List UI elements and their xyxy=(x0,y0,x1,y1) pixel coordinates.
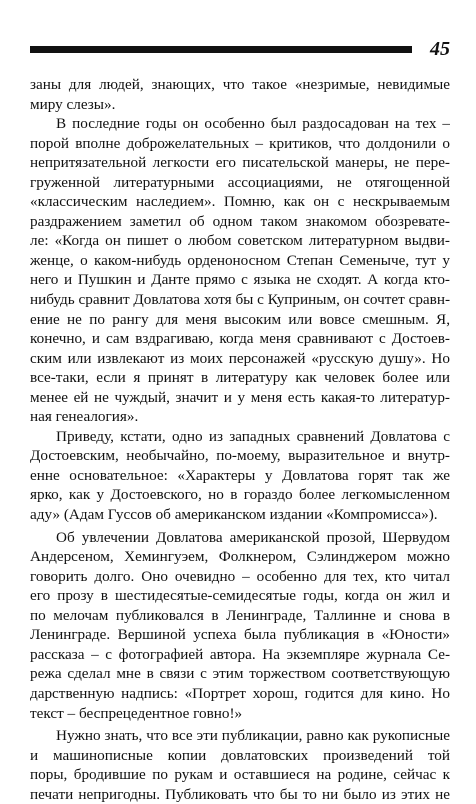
page-body-text xyxy=(30,75,450,804)
text-line: енне основательное: «Характеры у Довлатова горят так же xyxy=(30,466,450,484)
text-line: говорить долго. Оно очевидно – особенно для тех, кто читал xyxy=(30,567,450,585)
text-line: груженной литературными ассоциациями, не отягощенной xyxy=(30,173,450,191)
text-line: аду» (Адам Гуссов об американском издании «Компромисса»). xyxy=(30,506,438,524)
text-line: раздражением заметил об одном таком знакомом обозревате- xyxy=(30,212,450,230)
text-line: конечно, и сам вздрагиваю, когда меня сравнивают с Достоев- xyxy=(30,330,450,348)
text-line: Нужно знать, что все эти публикации, равно как рукописные xyxy=(56,727,450,745)
text-line: него и Пушкин и Данте прямо с языка не сходят. А когда кто- xyxy=(30,271,450,289)
text-line: Приведу, кстати, одно из западных сравнений Довлатова с xyxy=(56,427,450,445)
text-line: и машинописные копии довлатовских произведений той xyxy=(30,746,450,764)
text-line: миру слезы». xyxy=(30,95,116,113)
text-line: ле: «Когда он пишет о любом советском литературном выдви- xyxy=(30,232,450,250)
text-line: порой вполне доброжелательных – критиков, что долдонили о xyxy=(30,134,450,152)
text-line: «классическим наследием». Помню, как он с нескрываемым xyxy=(30,193,450,211)
text-line: дарственную надпись: «Портрет хорош, годится для кино. Но xyxy=(30,684,450,702)
text-line: поры, бродившие по рукам и оставшиеся на родине, сейчас к xyxy=(30,766,450,784)
text-line: режа сделал мне в связи с этим торжеством соответствующую xyxy=(30,665,450,683)
text-line: ение не по рангу для меня высоким или вовсе смешным. Я, xyxy=(30,310,450,328)
text-line: Ленинграде. Вершиной успеха была публикация в «Юности» xyxy=(30,626,450,644)
text-line: Об увлечении Довлатова американской прозой, Шервудом xyxy=(56,528,450,546)
text-line: его прозу в шестидесятые-семидесятые годы, когда он жил и xyxy=(30,587,450,605)
text-line: текст – беспрецедентное говно!» xyxy=(30,704,243,722)
text-line: Достоевским, необычайно, по-моему, выразительное и внутр- xyxy=(30,447,450,465)
text-line: менее ей не чуждый, значит и у меня есть какая-то литератур- xyxy=(30,388,450,406)
text-line: ским или извлекают из моих персонажей «русскую душу». Но xyxy=(30,349,450,367)
text-line: Андерсеном, Хемингуэем, Фолкнером, Сэлинджером можно xyxy=(30,548,450,566)
page-header xyxy=(30,36,450,64)
text-line: заны для людей, знающих, что такое «незримые, невидимые xyxy=(30,76,450,93)
text-line: по мелочам публиковался в Ленинграде, Таллинне и снова в xyxy=(30,606,450,624)
text-line: женце, о каком-нибудь орденоносном Степан Семеныче, тут у xyxy=(30,251,450,269)
text-line: ярко, как у Достоевского, но в гораздо более легкомысленном xyxy=(30,486,450,504)
text-line: все-таки, если я принят в литературу как человек более или xyxy=(30,369,450,387)
header-rule xyxy=(30,46,412,53)
text-line: ная генеалогия». xyxy=(30,408,139,426)
text-line: непритязательной легкости его писательской манеры, не пере- xyxy=(30,154,450,172)
text-line: печати непригодны. Публиковать что бы то ни было из этих не xyxy=(30,785,450,803)
text-line: нибудь сравнит Довлатова хотя бы с Куприным, он сочтет сравн- xyxy=(30,291,450,309)
page-number: 45 xyxy=(430,38,450,60)
text-line: В последние годы он особенно был раздосадован на тех – xyxy=(56,115,450,133)
text-line: рассказа – с фотографией автора. На экземпляре журнала Се- xyxy=(30,645,450,663)
